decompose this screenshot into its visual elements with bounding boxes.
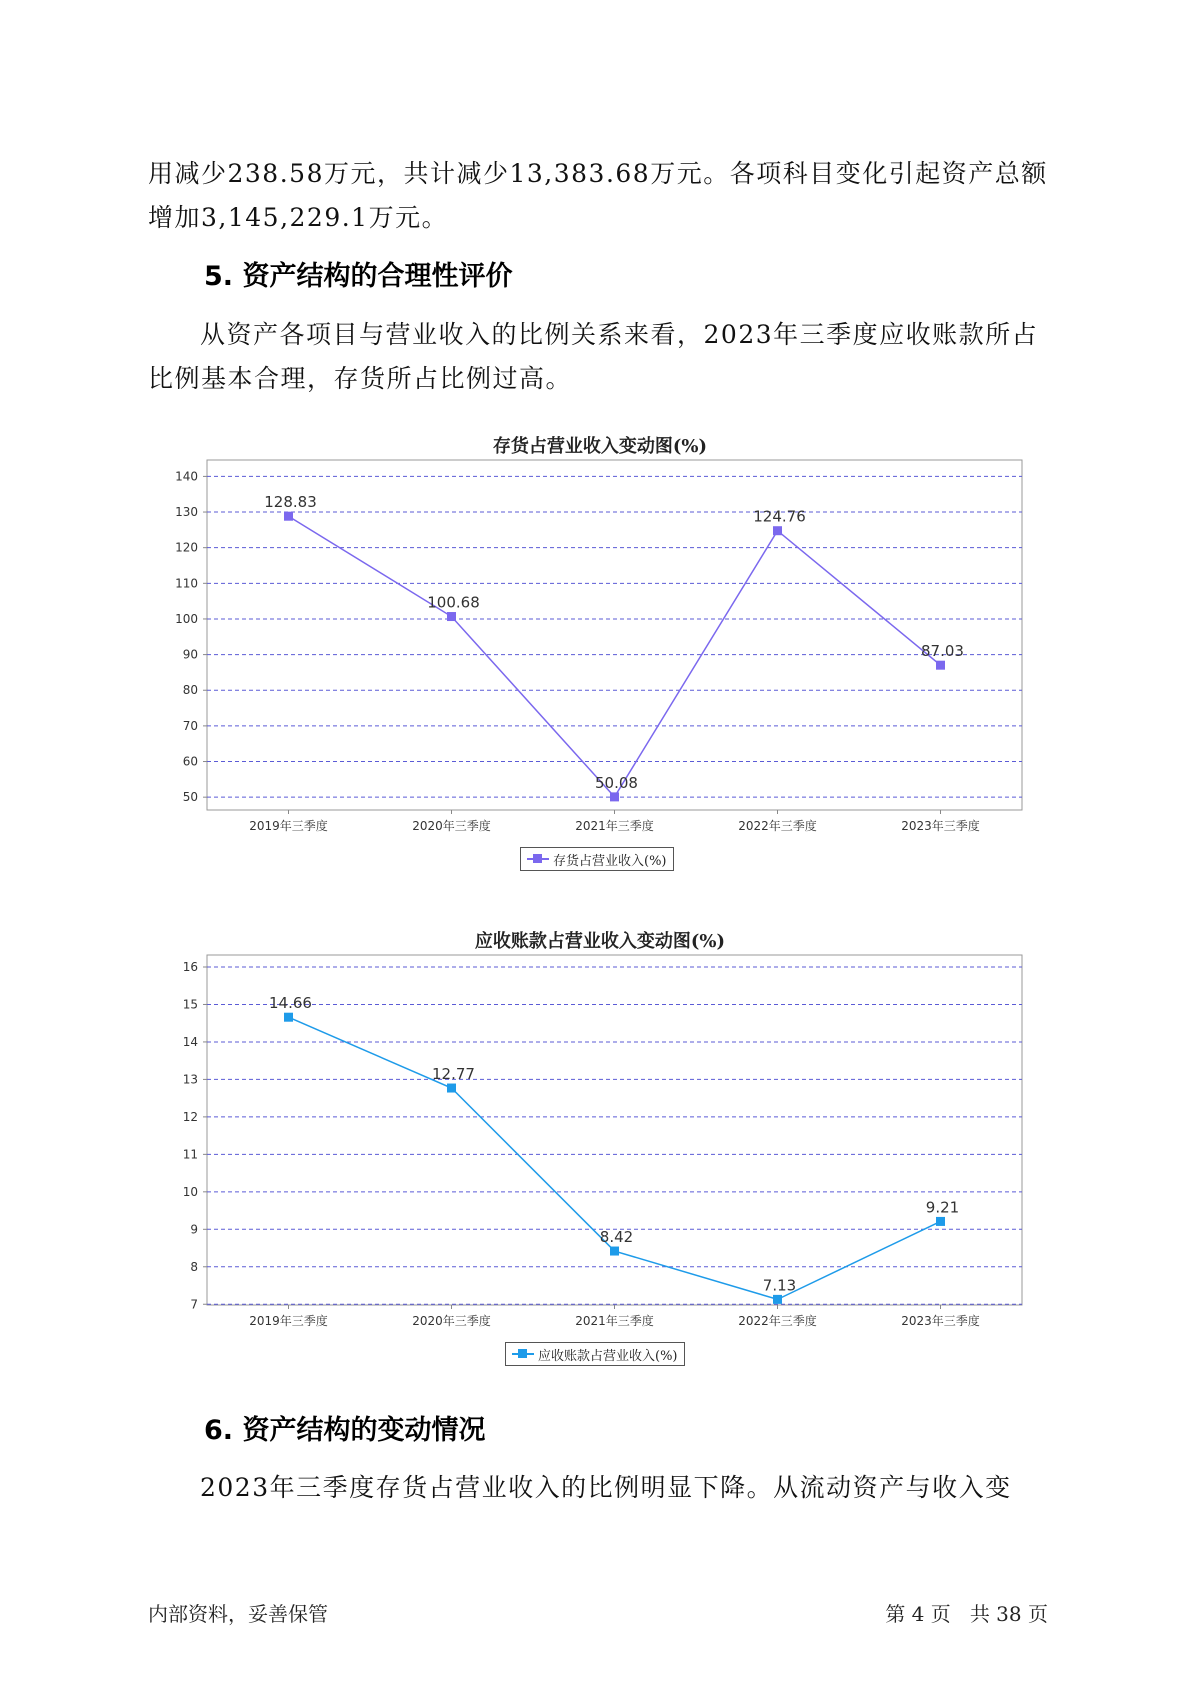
chart1-data-point <box>773 526 782 535</box>
chart1-xtick-label: 2020年三季度 <box>412 819 491 833</box>
chart1-data-point <box>284 512 293 521</box>
chart2-title: 应收账款占营业收入变动图(%) <box>474 931 726 952</box>
chart2-data-point <box>447 1084 456 1093</box>
chart2-ytick-label: 14 <box>182 1034 198 1049</box>
chart2-legend-label: 应收账款占营业收入(%) <box>538 1348 678 1364</box>
chart1-data-label: 124.76 <box>753 507 806 526</box>
chart1-ytick-label: 60 <box>182 754 198 769</box>
chart2-ytick-label: 15 <box>182 997 198 1012</box>
chart1-data-label: 87.03 <box>921 642 964 661</box>
chart1-xtick-label: 2022年三季度 <box>738 819 817 833</box>
chart2-xtick-label: 2023年三季度 <box>901 1314 980 1328</box>
chart1-ytick-label: 130 <box>175 505 198 520</box>
chart2-data-point <box>610 1247 619 1256</box>
chart2-ytick-label: 11 <box>182 1147 198 1162</box>
paragraph-structure-change: 2023年三季度存货占营业收入的比例明显下降。从流动资产与收入变 <box>200 1473 1012 1502</box>
chart2-data-label: 8.42 <box>599 1228 634 1247</box>
chart1-data-label: 100.68 <box>427 593 480 612</box>
chart1-title: 存货占营业收入变动图(%) <box>492 436 708 457</box>
chart1-ytick-label: 140 <box>175 469 198 484</box>
chart1-legend <box>520 847 674 871</box>
chart2-ytick-label: 7 <box>190 1297 198 1312</box>
chart1-xtick-label: 2019年三季度 <box>249 819 328 833</box>
chart2-legend <box>505 1342 685 1366</box>
chart1-ytick-label: 80 <box>182 683 198 698</box>
chart1-data-label: 50.08 <box>595 773 638 792</box>
chart1-ytick-label: 70 <box>182 718 198 733</box>
chart1-data-point <box>447 612 456 621</box>
chart2-ytick-label: 8 <box>190 1259 198 1274</box>
chart2-xtick-label: 2019年三季度 <box>249 1314 328 1328</box>
chart2-data-point <box>284 1013 293 1022</box>
chart1-legend-line <box>527 858 549 860</box>
chart2-data-label: 14.66 <box>269 994 312 1013</box>
footer-note: 内部资料，妥善保管 <box>148 1602 328 1626</box>
chart2-data-point <box>773 1295 782 1304</box>
square-marker-icon <box>533 854 542 863</box>
chart2-data-label: 9.21 <box>925 1198 960 1217</box>
chart1-ytick-label: 90 <box>182 647 198 662</box>
chart1-ytick-label: 100 <box>175 611 198 626</box>
chart2-ytick-label: 9 <box>190 1222 198 1237</box>
section-heading-5: 5. 资产结构的合理性评价 <box>204 261 513 292</box>
chart2-xtick-label: 2020年三季度 <box>412 1314 491 1328</box>
paragraph-ratio-evaluation: 从资产各项目与营业收入的比例关系来看，2023年三季度应收账款所占比例基本合理，存货所占比例过高。 <box>148 320 1039 393</box>
chart1-legend-label: 存货占营业收入(%) <box>553 853 667 869</box>
chart1-ytick-label: 120 <box>175 540 198 555</box>
chart2-data-label: 7.13 <box>762 1276 797 1295</box>
chart1-xtick-label: 2023年三季度 <box>901 819 980 833</box>
chart2-data-point <box>936 1217 945 1226</box>
footer-page-number: 第 4 页 共 38 页 <box>885 1602 1048 1626</box>
chart1-data-point <box>936 661 945 670</box>
chart1-xtick-label: 2021年三季度 <box>575 819 654 833</box>
chart2-ytick-label: 12 <box>182 1109 198 1124</box>
receivables-ratio-chart <box>150 955 1030 1335</box>
chart1-ytick-label: 50 <box>182 790 198 805</box>
chart2-ytick-label: 10 <box>182 1184 198 1199</box>
paragraph-asset-change: 用减少238.58万元，共计减少13,383.68万元。各项科目变化引起资产总额增加3,145,229.1万元。 <box>148 159 1048 232</box>
chart2-xtick-label: 2022年三季度 <box>738 1314 817 1328</box>
chart2-legend-line <box>512 1353 534 1355</box>
inventory-ratio-chart <box>150 460 1030 840</box>
chart2-xtick-label: 2021年三季度 <box>575 1314 654 1328</box>
chart1-data-point <box>610 792 619 801</box>
section-heading-6: 6. 资产结构的变动情况 <box>204 1415 486 1446</box>
chart2-ytick-label: 13 <box>182 1072 198 1087</box>
chart2-ytick-label: 16 <box>182 959 198 974</box>
chart1-ytick-label: 110 <box>175 576 198 591</box>
square-marker-icon <box>518 1349 527 1358</box>
chart2-data-label: 12.77 <box>432 1065 475 1084</box>
chart1-data-label: 128.83 <box>264 493 317 512</box>
